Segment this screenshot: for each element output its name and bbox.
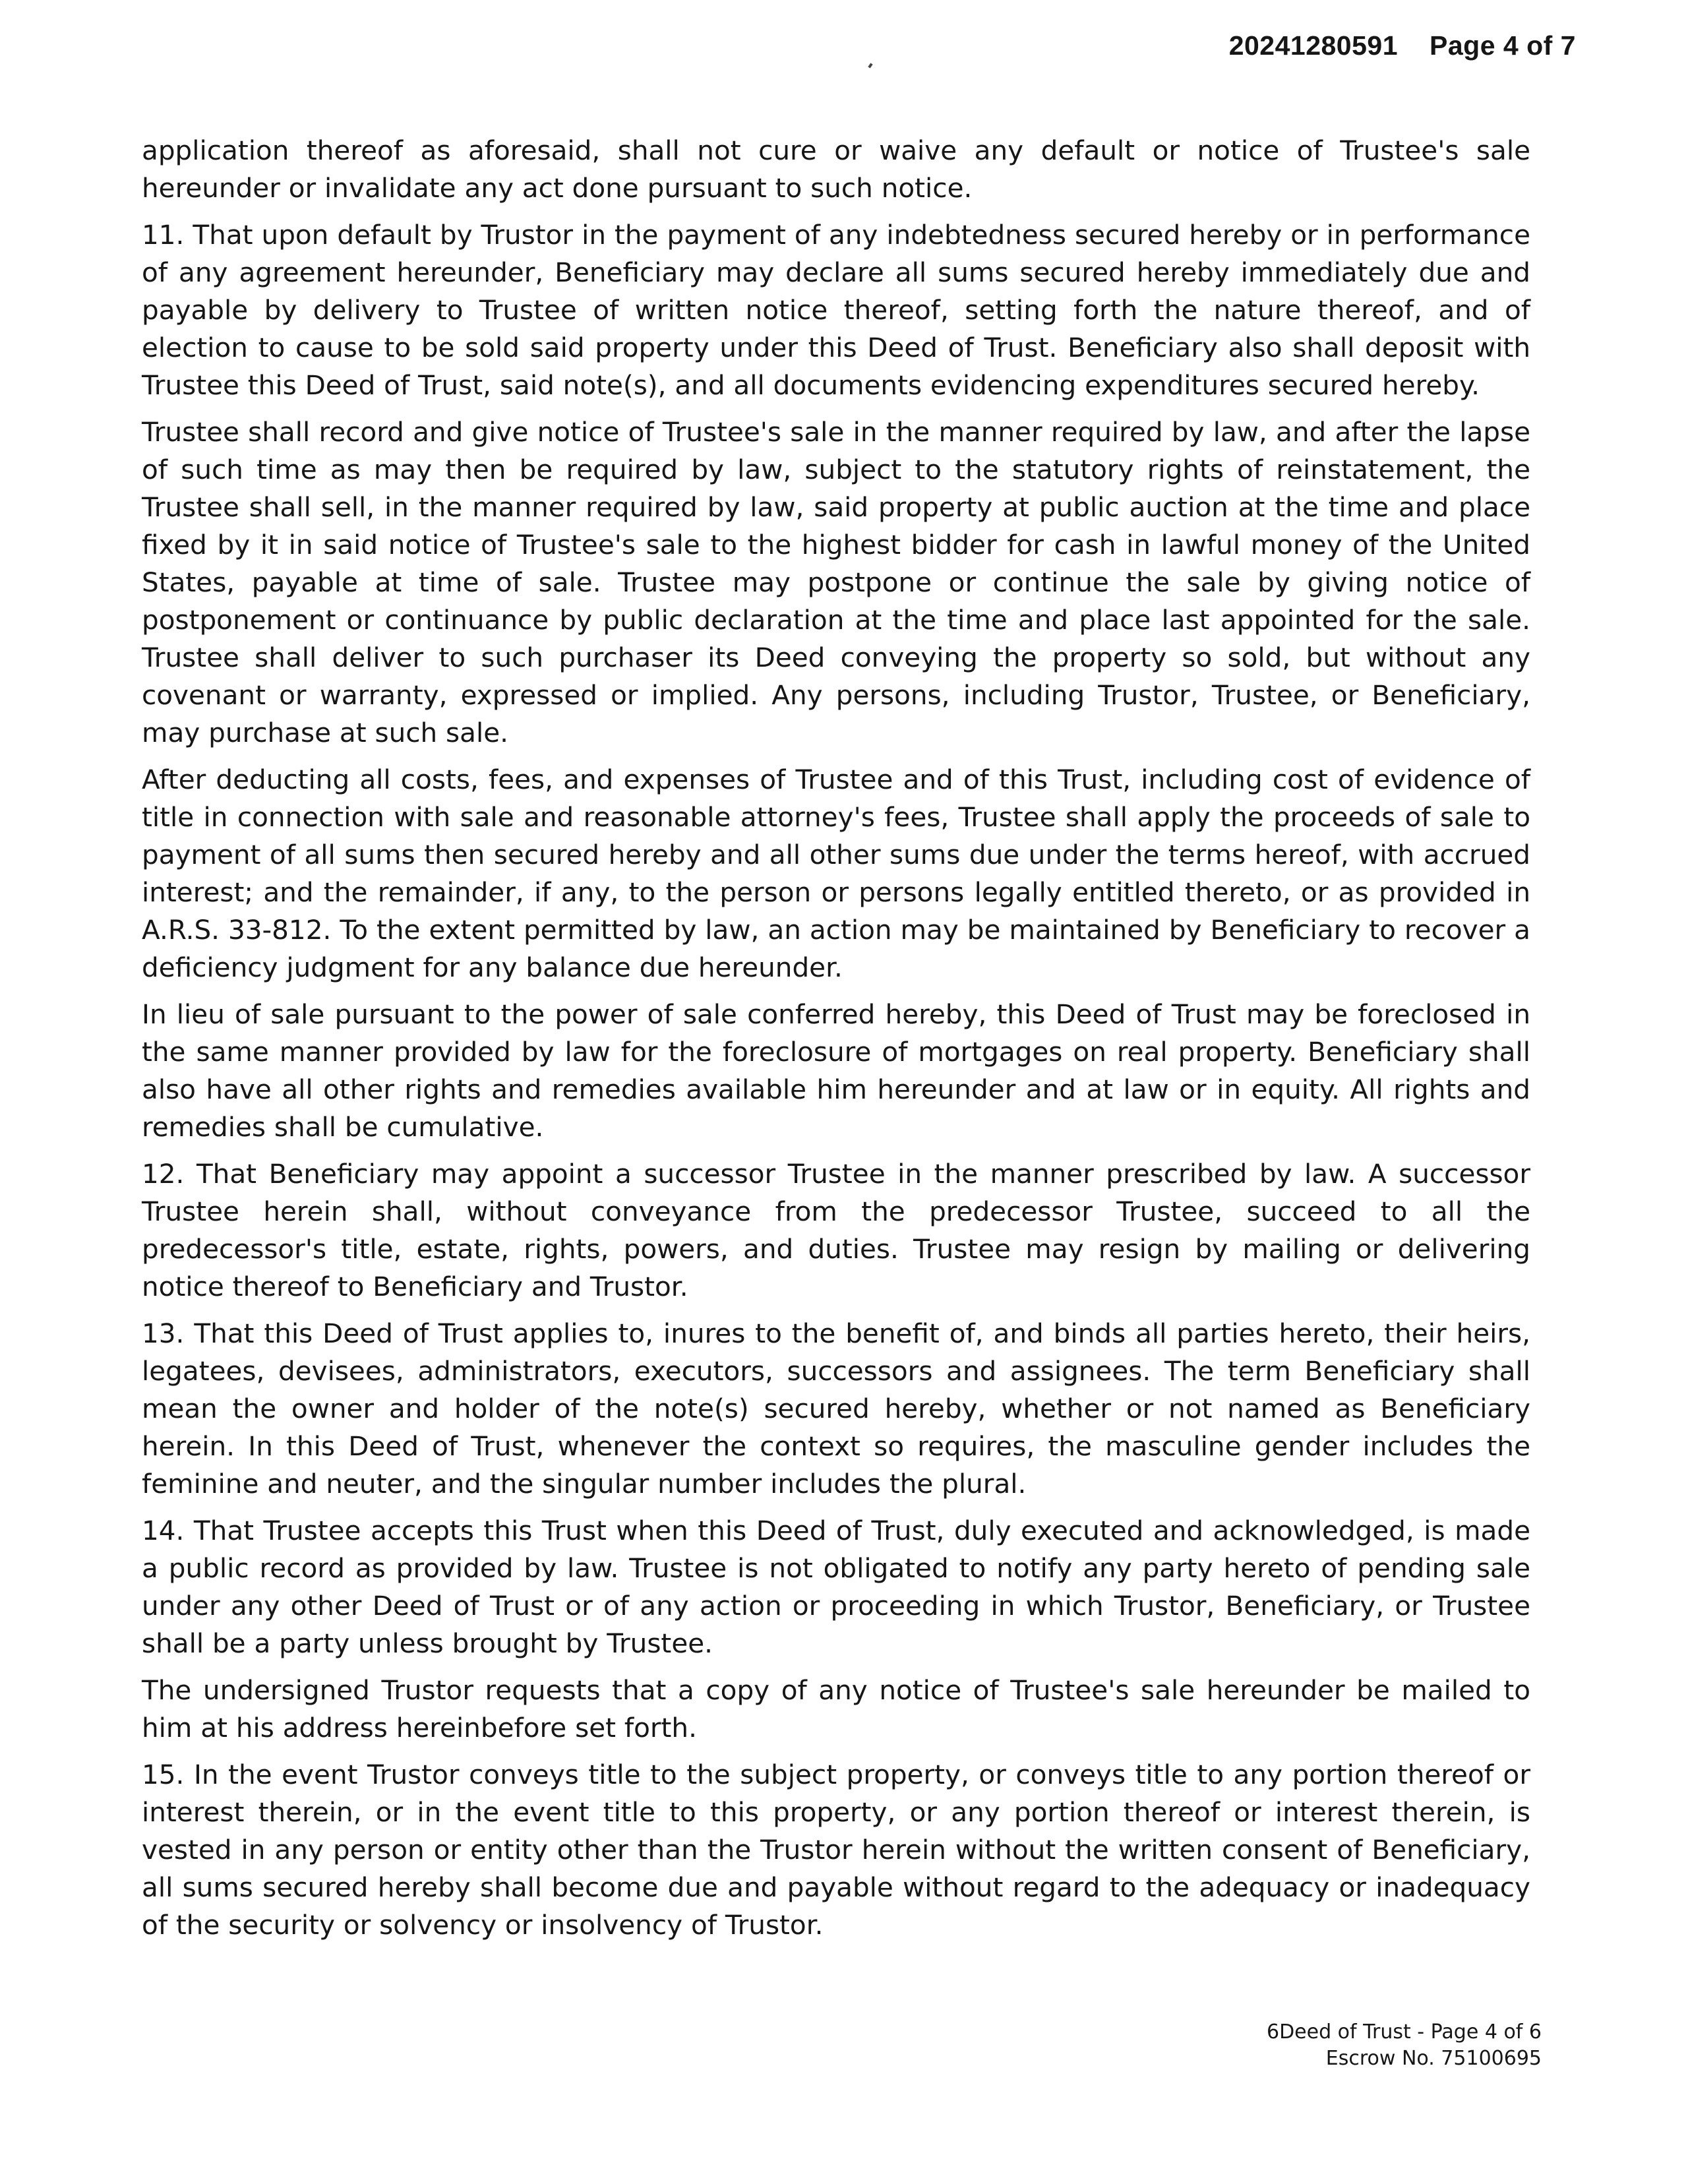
stray-mark [868, 63, 872, 68]
paragraph-section-15: 15. In the event Trustor conveys title to the subject property, or conveys title to any portion thereof or interest therein, or in the event title to this property, or any portion thereof or interest therein, is vested in any person or entity other than the Trustor herein without the written consent of Beneficiary, all sums secured hereby shall become due and payable without regard to the adequacy or inadequacy of the security or solvency or insolvency of Trustor. [142, 1759, 1530, 1941]
page-label: Page 4 of 7 [1430, 30, 1576, 61]
paragraph-section-12: 12. That Beneficiary may appoint a successor Trustee in the manner prescribed by law. A successor Trustee herein shall, without conveyance from the predecessor Trustee, succeed to all the predecessor's title, estate, rights, powers, and duties. Trustee may resign by mailing or delivering notice thereof to Beneficiary and Trustor. [142, 1158, 1530, 1302]
paragraph-section-11: 11. That upon default by Trustor in the payment of any indebtedness secured hereby or in performance of any agreement hereunder, Beneficiary may declare all sums secured hereby immediately due and payable by delivery to Trustee of written notice thereof, setting forth the nature thereof, and of election to cause to be sold said property under this Deed of Trust. Beneficiary also shall deposit with Trustee this Deed of Trust, said note(s), and all documents evidencing expenditures secured hereby. [142, 219, 1530, 401]
escrow-number: Escrow No. 75100695 [1325, 2047, 1542, 2070]
paragraph-proceeds: After deducting all costs, fees, and expenses of Trustee and of this Trust, including cost of evidence of title in connection with sale and reasonable attorney's fees, Trustee shall apply the proceeds of sale to payment of all sums then secured hereby and all other sums due under the terms hereof, with accrued interest; and the remainder, if any, to the person or persons legally entitled thereto, or as provided in A.R.S. 33-812. To the extent permitted by law, an action may be maintained by Beneficiary to recover a deficiency judgment for any balance due hereunder. [142, 764, 1530, 983]
recording-header [1229, 30, 1576, 61]
page-footer [1267, 2019, 1542, 2072]
paragraph-section-14: 14. That Trustee accepts this Trust when this Deed of Trust, duly executed and acknowledged, is made a public record as provided by law. Trustee is not obligated to notify any party hereto of pending sale under any other Deed of Trust or of any action or proceeding in which Trustor, Beneficiary, or Trustee shall be a party unless brought by Trustee. [142, 1515, 1530, 1659]
document-body [142, 132, 1530, 1953]
document-number: 20241280591 [1228, 30, 1399, 61]
form-page-label: 6Deed of Trust - Page 4 of 6 [1266, 2020, 1542, 2044]
paragraph-trustee-sale: Trustee shall record and give notice of Trustee's sale in the manner required by law, and after the lapse of such time as may then be required by law, subject to the statutory rights of reinstatement, the Trustee shall sell, in the manner required by law, said property at public auction at the time and place fixed by it in said notice of Trustee's sale to the highest bidder for cash in lawful money of the United States, payable at time of sale. Trustee may postpone or continue the sale by giving notice of postponement or continuance by public declaration at the time and place last appointed for the sale. Trustee shall deliver to such purchaser its Deed conveying the property so sold, but without any covenant or warranty, expressed or implied. Any persons, including Trustor, Trustee, or Beneficiary, may purchase at such sale. [142, 416, 1530, 748]
paragraph-notice-request: The undersigned Trustor requests that a copy of any notice of Trustee's sale hereunder be mailed to him at his address hereinbefore set forth. [142, 1674, 1530, 1744]
paragraph-section-13: 13. That this Deed of Trust applies to, inures to the benefit of, and binds all parties hereto, their heirs, legatees, devisees, administrators, executors, successors and assignees. The term Beneficiary shall mean the owner and holder of the note(s) secured hereby, whether or not named as Beneficiary herein. In this Deed of Trust, whenever the context so requires, the masculine gender includes the feminine and neuter, and the singular number includes the plural. [142, 1318, 1530, 1500]
paragraph-foreclosure: In lieu of sale pursuant to the power of sale conferred hereby, this Deed of Trust may be foreclosed in the same manner provided by law for the foreclosure of mortgages on real property. Beneficiary shall also have all other rights and remedies available him hereunder and at law or in equity. All rights and remedies shall be cumulative. [142, 998, 1530, 1143]
paragraph-continuation: application thereof as aforesaid, shall not cure or waive any default or notice of Trustee's sale hereunder or invalidate any act done pursuant to such notice. [142, 135, 1530, 204]
